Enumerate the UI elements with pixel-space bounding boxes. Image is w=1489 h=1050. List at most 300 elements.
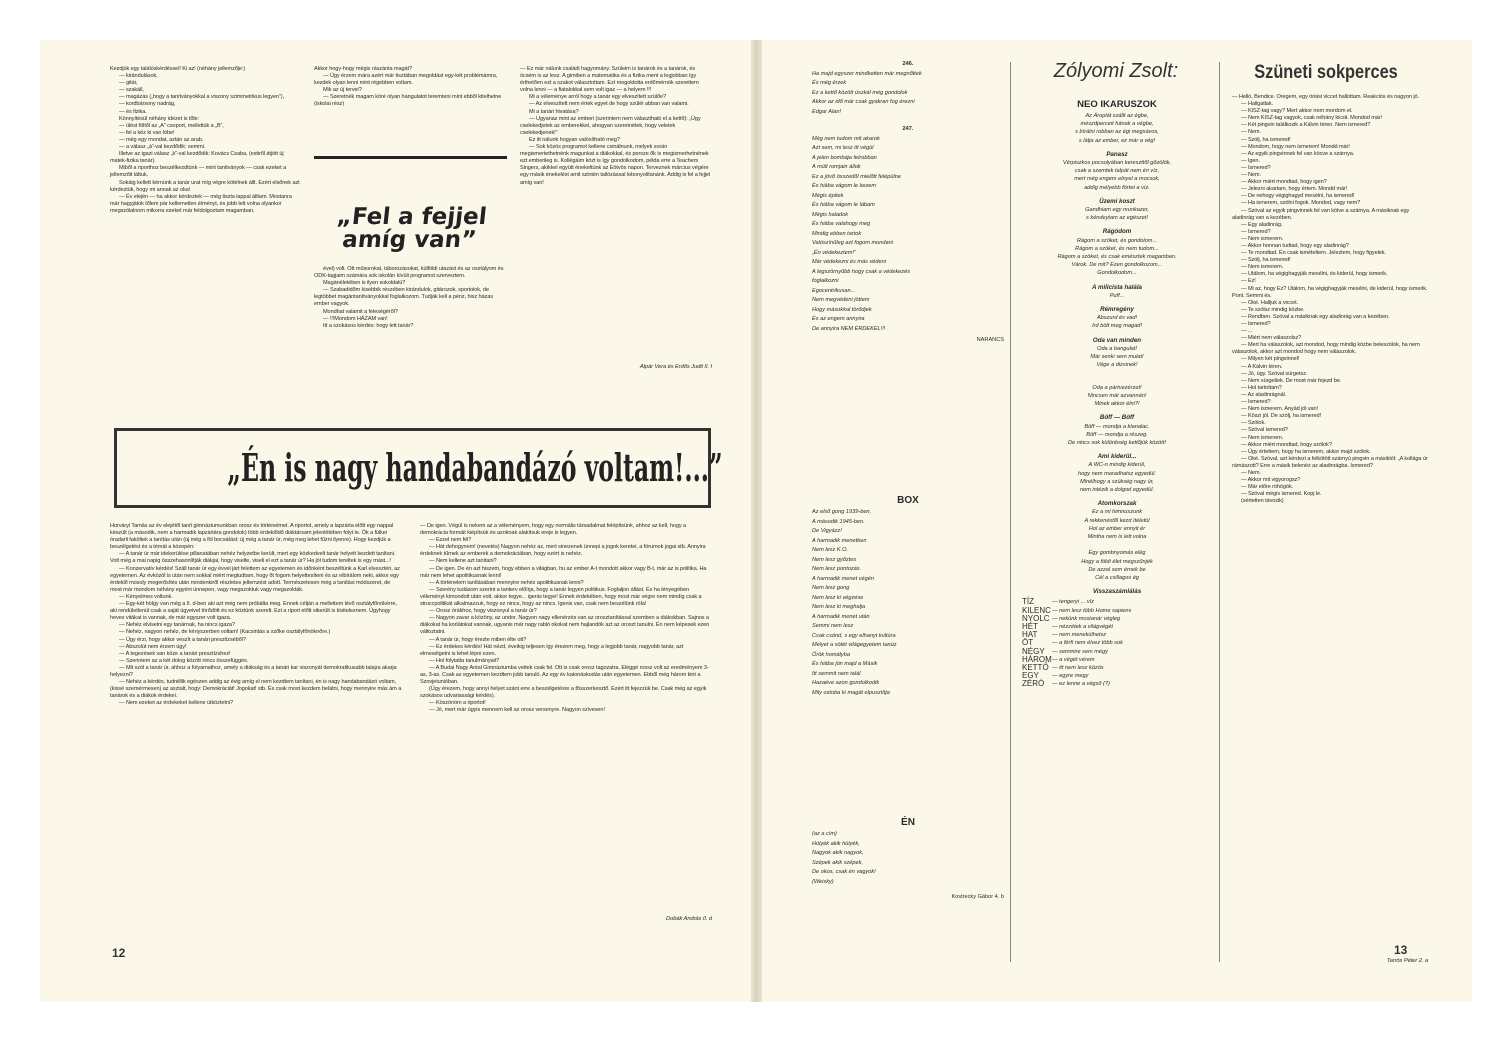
- countdown-list: [1022, 598, 1212, 688]
- paragraph: — Az elveszített nem értek egyet de hogy szüléi abban van valami.: [529, 101, 689, 108]
- poem-line: Ird bölt meg magad!: [1092, 323, 1142, 330]
- countdown-text: — semmire sem mégy: [1052, 648, 1108, 655]
- poem-line: Mégis haladok: [812, 211, 849, 218]
- paragraph: — kordbársony nadrág,: [119, 101, 176, 108]
- poem-section-body: [1022, 314, 1212, 330]
- poem-line: Rágom a szöket, és csak emésztek magamban.: [1057, 254, 1177, 261]
- en-poem: [812, 816, 1004, 966]
- poem-line: Mindig ebben tartok: [812, 230, 862, 237]
- poem-line: A harmadik menet végén: [812, 575, 874, 582]
- paragraph: — Már előre röhögök.: [1241, 484, 1294, 491]
- paragraph: (sértetten távozik): [1241, 498, 1284, 505]
- poem-line: Egocentrikusan...: [812, 287, 856, 294]
- paragraph: — ülést föltől az „A” csoport, mellettük a „B”,: [119, 122, 224, 129]
- article1-col3: [520, 66, 712, 372]
- paragraph: — Egy-két hölgy van még a II. d-ben aki azt még nem próbálta meg. Ennek célján a mellettem lévő osztályfőnökérre, aki rendületlenül csak a saját ügyeivel törődött és ez köztünk szerelt. Ezt a riport előtt sikerült is kiviteleznem. Úgyhogy heves vitákat is vannak, de már egyszer volt igaza.: [110, 601, 397, 622]
- box-poem: [812, 494, 1004, 814]
- poem-246: [812, 70, 1004, 118]
- paragraph: — Konzervatív kérdés! Száll tanár úr egy évvel járt felettem az egyetemen és időnként beszéltünk a Karl elvesztén, az egyetemen. Az évközöl is után nem sokkal miért megtudtam, hogy őt fogom helyettesíteni és az elbírálom neki, akkor egy érdeklő mosoly megerősítés után mindenkiről részletes jellemzést adott. Természetesen még a tanítási módszeret, de most már mondom néhány egyéni ünnepen, vagy megszoktuk vagy megszokták.: [110, 565, 400, 593]
- paragraph: — Hol tartottam?: [1241, 384, 1282, 391]
- poem-section-body: [1022, 384, 1212, 409]
- poem-line: Edgar Alan!: [812, 108, 842, 115]
- countdown-number: HÁROM: [1022, 654, 1052, 664]
- paragraph: — Szabadidőm kisebbik részében kirándulok, gitározok, sportolok, de legtöbbet magántanítványokkal foglalkozom. Tudják kell a pénz, hisz házas ember vagyok.: [314, 287, 493, 308]
- paragraph: Mik az új tervei?: [323, 87, 362, 94]
- poem-line: És hiába jön majd a Másik: [812, 661, 878, 667]
- column-rule-1: [1010, 62, 1011, 962]
- poem-247-title: 247.: [902, 126, 914, 132]
- paragraph: — Úgy értettem, hogy ha ismerem, akkor majd szólok.: [1241, 448, 1371, 455]
- paragraph: Itt a szokásos kérdés: hogy lett tanár?: [323, 322, 414, 329]
- article2-col1: [110, 523, 402, 927]
- article2-signature: Dobák András II. d: [666, 916, 712, 922]
- poem-line: Nincsen már azvannán!: [1087, 392, 1147, 399]
- paragraph: — Abszolút nem érzem úgy!: [119, 643, 187, 650]
- paragraph: — Nem ezeket az érdekeket kellene ütköztetni?: [119, 700, 233, 707]
- poem-section-title: Böff — Böff: [1099, 414, 1135, 422]
- paragraph: — Nem.: [1241, 129, 1261, 136]
- countdown-text: — nem menekülhetsz: [1052, 632, 1107, 639]
- poem-line: Nagyok akik nagyok,: [812, 850, 864, 856]
- poem-line: Vérpiszkos pocsolyában kereszttől gőzölök,: [1062, 160, 1172, 167]
- paragraph: — Ismered?: [1241, 321, 1271, 327]
- poem-line: Hogy a földi élet megszűnjék: [1081, 558, 1153, 565]
- paragraph: — Úgy érzi, hogy akkor veszít a tanári presztízséből?: [119, 636, 246, 643]
- poem-line: Még nem tudom mit akarok: [812, 135, 880, 142]
- poem-line: Nem lesz ki meghalja: [812, 604, 866, 610]
- countdown-text: — nekünk mostanár végleg: [1052, 615, 1121, 622]
- paragraph: — Szólok.: [1241, 420, 1266, 427]
- poem-line: s bírálni robban az égi megsávos,: [1075, 129, 1159, 136]
- paragraph: — Te szólsz mindig közbe.: [1241, 306, 1305, 313]
- countdown-row: [1022, 672, 1212, 680]
- poem-line: Mintha nem is lett volna: [1087, 533, 1147, 540]
- countdown-text: — nem lesz több Home sapiens: [1052, 607, 1132, 614]
- poem-section-body: [1022, 423, 1212, 448]
- poem-line: Az első gong 1939-ben,: [812, 509, 872, 515]
- paragraph: — Nem kellene azt tanítani?: [429, 558, 497, 565]
- poem-line: És hiába vágom le lábam: [812, 202, 875, 208]
- paragraph: — Szeretnék magam köré olyan hangulatot teremteni mint ebből kitelhetne (iskolai rész): [314, 94, 502, 108]
- poem-line: csak a szemtek talpát nem éri víz,: [1074, 168, 1160, 175]
- paragraph: — Köszönöm a riportot!: [429, 700, 486, 707]
- poem-line: Egy gombnyomás elég: [1088, 550, 1146, 557]
- paragraph: — Nagyon zavar a közöny, az undor. Nagyon nagy ellenérzés van az orosztanítással szemben a diákokban. Sajnos a diákokat ha korlátokat vannak, ugyanis már nagy rabló okokat nem hajlandók azt az oroszt tanulni. Én nem képesek ezen változtatni.: [420, 615, 710, 636]
- paragraph: — Nem.: [1241, 172, 1261, 179]
- paragraph: — Ugyanaz mint az emberi (szerintem nem választható el a kettő): „Úgy cselekedjetek az emberekkel, ahogyan szeretnétek, hogy veletek cselekedjenek!”: [520, 115, 701, 136]
- paragraph: — Úgy érzem mára azért már tisztában megoldást egy-két problémámra, kezdek olyan lenni mint régebben voltam.: [314, 73, 498, 87]
- poem-line: (Weisky): [812, 878, 834, 885]
- poem-line: De annyira NEM ÉRDEKEL!!!: [812, 325, 886, 332]
- paragraph: — a válasz „á”-val kezdődik: semmi.: [119, 144, 206, 151]
- poem-line: mert még engem elnyel a mocsok,: [1074, 176, 1160, 183]
- poem-section-body: [1022, 461, 1212, 494]
- paragraph: — Nem.: [1241, 469, 1261, 476]
- poem-line: A második 1945-ben.: [812, 518, 865, 525]
- article1-col2a: [314, 66, 507, 154]
- zolyomi-sections: [1022, 151, 1212, 597]
- naranc-signature: NARANCS: [976, 337, 1004, 343]
- article2-headline: „Én is nagy handabandázó voltam!...”: [227, 445, 723, 490]
- poem-line: Rágom a szöket, és nem tudom...: [1075, 245, 1159, 252]
- poem-line: És az engem annyira: [812, 316, 865, 322]
- poem-line: Gondolkodom...: [1097, 270, 1137, 277]
- paragraph: — Kényelmes voltunk.: [119, 593, 173, 600]
- poem-line: Nem lesz győztes: [812, 556, 857, 563]
- poem-line: Csak csönd, s egy elhanyt kultúra: [812, 632, 896, 639]
- szuneti-signature: Tarrós Péter 2. a: [1386, 958, 1428, 964]
- poem-line: Nem lesz pontozás.: [812, 566, 862, 572]
- article1-col2b: [314, 266, 507, 406]
- poem-line: A legszörnyűbb hogy csak a védekezés: [812, 268, 911, 275]
- paragraph: — Nem ismerem.: [1241, 264, 1284, 271]
- paragraph: — Hol folytatta tanulmányait?: [429, 657, 500, 664]
- poem-line: Nem lesz gong: [812, 585, 850, 591]
- poem-section-title: Rémregény: [1100, 306, 1134, 314]
- paragraph: — Helló, Bendice. Öregem, egy óriási viccet hallottam. Reakciós és nagyon jó.: [1232, 94, 1419, 100]
- countdown-text: — tengeryi ... víz: [1052, 599, 1094, 606]
- paragraph: Horváryi Tamás az év elejétől tanít gimnáziumunkban orosz és történelmet. A riportot, amely a lapzárta előtt egy nappal készült (a második, nem a harmadik lapzártára gondolok) több érdeklődő diáktársam jelenlétében folyt le. Ők a fülkei óradarli faköltek a tanítás után (új még a föl bocsátást: új még a tanár úr, még meg lehet fűzni ilyenre). Hogy kezdjük a beszélgetést és a témát a közepén:: [110, 523, 394, 551]
- paragraph: — Orosz órákhoz, hogy viszonyul a tanár úr?: [429, 608, 537, 615]
- paragraph: — Oké. Szóval, azt kérdezi a felkötött szárnyú pingvin a másiktól: „A kollága úr rámászott? Erre a másik belenéz az aladinrágba. Ismered?: [1232, 455, 1428, 469]
- poem-line: Puff...: [1109, 292, 1125, 299]
- page-number-left: 12: [112, 946, 126, 960]
- paragraph: — Szólj, ha ismered!: [1241, 257, 1291, 264]
- countdown-row: [1022, 656, 1212, 664]
- poem-line: „Én védekeztem!”: [812, 249, 856, 256]
- paragraph: Illetve az igazi válasz „k”-val kezdődik: Kovács Csaba, (estiről átjött új matek-fizika tanár).: [110, 151, 284, 165]
- paragraph: — Milyen két pingvinnel!: [1241, 356, 1300, 363]
- countdown-row: [1022, 615, 1212, 623]
- box-lines: [812, 508, 1004, 698]
- countdown-number: HÉT: [1022, 621, 1038, 631]
- poem-line: Ez a kettő között úszkál még gondolok: [812, 89, 908, 96]
- countdown-number: HAT: [1022, 630, 1038, 640]
- poem-line: Oda a bangulat!: [1097, 345, 1137, 352]
- paragraph: (Úgy érezem, hogy annyi helyet szánt erre a beszélgetésre a fősszerkesztő. Ezért itt fejezzük be. Csak még az egyik szokásos udvariassági kérdés).: [420, 686, 707, 700]
- paragraph: — Két pingvin találkozik a Kálvin téren. Nem ismered?: [1241, 122, 1371, 129]
- poem-line: És hiába vágom le kezem: [812, 183, 877, 189]
- paragraph: Akkor hogy-hogy mégis rászánta magát?: [314, 66, 412, 72]
- poem-line: foglalkozni: [812, 278, 839, 284]
- poem-line: s látja az ember, ez már a vég!: [1078, 137, 1156, 144]
- countdown-number: KETTŐ: [1022, 662, 1049, 672]
- poem-line: s kéndeytam az egészet!: [1086, 215, 1148, 222]
- poem-line: mészdperceit futnak a végbe,: [1080, 121, 1154, 128]
- paragraph: Magánéletében is ilyen sokoldalú?: [323, 280, 406, 287]
- poem-line: Cél a csillagos ég: [1095, 574, 1139, 581]
- paragraph: — szakáll,: [119, 87, 144, 94]
- countdown-number: TÍZ: [1022, 597, 1034, 607]
- paragraph: — Akkor miért mondtad, hogy szólok?: [1241, 441, 1332, 448]
- box-title: BOX: [897, 495, 919, 506]
- paragraph: — Nem KISZ-tag vagyok, csak néhány kicsit. Mondod már!: [1241, 115, 1383, 122]
- paragraph: — Sok közös programot kellene csinálnunk, melyek során megismertethetnénk magunkat a diákokkal, és persze ők is megismerhetnének ezt emberileg is. Kollégáim közt is így gondolkodom, példa erre a Teachers Singers, akikkel együtt énekeltünk az Eötvös napon. Terveznek március végére egy másik énekelést amit szintén tallózással lebonyolítanánk. Addig is fel a fejjel amíg van!: [520, 144, 711, 186]
- zolyomi-poems: [1022, 98, 1212, 978]
- poem-246-title: 246.: [902, 61, 914, 67]
- poem-line: A harmadik menetben: [812, 537, 867, 544]
- szuneti-dialogue: [1232, 94, 1428, 956]
- poem-line: Hogy másokkal törődjek: [812, 306, 872, 313]
- paragraph: — Igen.: [1241, 157, 1260, 164]
- countdown-row: [1022, 639, 1212, 647]
- paragraph: — !!!Mondom HÁZAM van!: [323, 315, 388, 322]
- paragraph: — Ha ismerem, szólni fogok. Mondod, vagy nem?: [1241, 200, 1361, 207]
- poem-line: Böff — mondja a részeg.: [1086, 431, 1148, 438]
- paragraph: — Szerény tudásom szerint a tanterv előírja, hogy a tanár legyen politikus. Foglaljon állást. És ha lényegében véleményt kimondott után volt, akkor tegye... igenis tegye! Ennek érdekében, hogy most már végre nem mindig csak a struccpolitikát alkalmazzuk, hogy ez nincs, hogy az nincs. Igenis van, csak nem beszélünk róla!: [420, 586, 702, 608]
- countdown-row: [1022, 664, 1212, 672]
- poem-line: Szépek akik szépek,: [812, 859, 863, 866]
- poem-line: De Vigyázz!: [812, 528, 842, 534]
- poem-247: [812, 135, 1004, 335]
- paragraph: — Ez érdekes kérdés! Hát nézd, éveikig teljesen így érezem meg, hogy a legjobb tanár, nagyobb tanár, azt elmesélgetni is lehet lépni ezen.: [420, 643, 684, 657]
- paragraph: — Nem sürgetlek. De most már fejezd be.: [1241, 377, 1342, 384]
- poem-line: Minélhogy a szükség nagy úr,: [1080, 478, 1154, 485]
- paragraph: — Jó, úgy. Szóval sürgetsz.: [1241, 370, 1308, 377]
- paragraph: — Nehéz elviselni egy tanárnak, ha nincs igaza?: [119, 622, 235, 629]
- poem-line: Örök homályba: [812, 651, 850, 658]
- poem-line: Már senki sem mulat!: [1090, 354, 1144, 361]
- article2-col2: [420, 523, 712, 883]
- countdown-text: — nézzétek a világvégét: [1052, 623, 1113, 630]
- paragraph: ével) volt. Ott műsorokat, táborozásokat, külföldi utazást és az osztályom és ODK-tagjaim számára sok iskolán kívüli programot szerveztem.: [314, 266, 504, 280]
- en-signature: Kostrecky Gábor 4. b: [951, 894, 1004, 900]
- paragraph: — Miért nem válaszolsz?: [1241, 335, 1302, 342]
- poem-line: Semmi nem lesz: [812, 623, 854, 629]
- poem-line: Böff — mondja a klanalac.: [1084, 423, 1150, 430]
- poem-line: Nem lesz K.O.: [812, 547, 849, 553]
- paragraph: — Köszi jól. De szólj, ha ismered!: [1241, 413, 1321, 420]
- paragraph: — Utálom, ha végighagyják mesélni, és kiderül, hogy ismerik.: [1241, 271, 1388, 278]
- paragraph: — Ismered?: [1241, 228, 1271, 235]
- poem-line: A múlt romjain állok: [812, 164, 861, 170]
- paragraph: — A történelem tanításában mennyire nehéz apolitikusnak lenni?: [429, 579, 584, 586]
- poem-line: nem intézik a dolgod egyedül.: [1079, 486, 1154, 493]
- article1-signature: Alpár Vera és Erdős Judit II. f: [639, 364, 712, 370]
- paragraph: — A tanár úr, hogy érezte miben élte ott?: [429, 636, 527, 643]
- left-page: [40, 40, 751, 1002]
- countdown-number: NÉGY: [1022, 646, 1045, 656]
- paragraph: — A Kálvin téren.: [1241, 363, 1283, 370]
- poem-line: De azzal sem érnek be: [1088, 566, 1146, 573]
- paragraph: — Ez!: [1241, 278, 1256, 285]
- paragraph: — Szóval az egyik pingvinnek fel van kötve a szárnya. A másiknak egy aladinrág van a kezében.: [1232, 207, 1410, 221]
- poem-section-title: Visszaszámlálás: [1092, 588, 1142, 596]
- poem-section-title: Üzemi koszt: [1099, 197, 1135, 205]
- poem-line: És hiába valahogy meg: [812, 221, 871, 227]
- poem-line: És még érzek: [812, 80, 847, 86]
- paragraph: Sokáig kellett kérnünk a tanár urat míg végre kötélnek állt. Ezért elsőnek azt kérdeztük, hogy mi annak az oka!: [110, 179, 300, 193]
- paragraph: — fel a kéz ki van lóbe!: [119, 129, 175, 136]
- paragraph: — gitár,: [119, 80, 138, 87]
- poem-line: Mégis épitek: [812, 192, 844, 199]
- countdown-number: KILENC: [1022, 605, 1051, 615]
- naranc-poems: [812, 60, 1004, 480]
- zolyomi-author: Zólyomi Zsolt:: [1053, 60, 1179, 82]
- paragraph: — Egy aladinrág.: [1241, 221, 1283, 228]
- article1-col1: [110, 66, 300, 406]
- poem-line: Hazaéve azon gondolkodik: [812, 680, 880, 686]
- paragraph: — Akkor honnan tudtad, hogy egy aladinrág?: [1241, 242, 1349, 249]
- poem-section-title: A milicista halála: [1092, 283, 1142, 291]
- poem-line: Nem megvédeni jöttem: [812, 297, 870, 303]
- headline-rule: [314, 156, 507, 159]
- paragraph: — Szóval mégis ismered. Kopj le.: [1241, 491, 1322, 498]
- paragraph: — Ez már nálunk családi hagyomány. Szüleim is tanárok és a tanárok, és öcsém is az lesz. A gimiben a matematika és a fizika ment a legjobban így érthetően ezt a szakot választottam. Ezt megoldotta erdőmérnök szerettem volna lenni — a fiatalokkal sem volt igaz — a helyem !!!: [520, 66, 699, 94]
- poem-line: A WC-n mindig kiderül,: [1088, 462, 1146, 469]
- countdown-text: — itt nem lesz közös: [1052, 664, 1104, 671]
- paragraph: — Ismered?: [1241, 164, 1271, 171]
- paragraph: — Szerintem az a két dolog között nincs összefüggés.: [119, 657, 249, 664]
- paragraph: — Mondom, hogy nem ismerem! Mondd már!: [1241, 143, 1350, 150]
- poem-line: Várok. De mit? Ezen gondolkozom...: [1071, 262, 1163, 269]
- paragraph: — Hallgatlak.: [1241, 101, 1273, 108]
- neo-ikaruszok-title: NEO IKARUSZOK: [1077, 99, 1157, 110]
- poem-line: Itt semmit nem talál: [812, 670, 861, 677]
- paragraph: — Ismered?: [1241, 399, 1271, 406]
- paragraph: — KISZ-tag vagy? Mert akkor nem mordom el.: [1241, 108, 1353, 115]
- paragraph: — De nehogy végighagyd mesélni, ha ismered!: [1241, 193, 1355, 200]
- poem-line: Azt sem, mi lesz itt végül: [812, 145, 874, 151]
- paragraph: — Szólj, ha ismered!: [1241, 136, 1291, 143]
- paragraph: — De igen. De én azt hiszem, hogy ebben a világban, hu az ember A-t mondott akkor vagy B-t, már az is politika. Ha már nem lehet apolitikusnak lenni!: [420, 565, 707, 579]
- poem-line: Ez a jövő összedől mielőtt felépülne: [812, 173, 901, 180]
- countdown-row: [1022, 680, 1212, 688]
- page-number-right: 13: [1394, 943, 1408, 957]
- countdown-text: — a végét vérem: [1052, 656, 1095, 663]
- countdown-row: [1022, 607, 1212, 615]
- book-gutter: [751, 40, 762, 1002]
- poem-section-body: [1022, 508, 1212, 582]
- paragraph: — Akkor mit vigyorogsz?: [1241, 477, 1301, 484]
- poem-line: Nem lesz ki végzése: [812, 594, 864, 601]
- poem-section-title: Panasz: [1106, 150, 1128, 158]
- paragraph: — A tegezések van köze a tanári presztízshez!: [119, 650, 231, 657]
- neo-intro: [1022, 112, 1212, 145]
- paragraph: — Nem ismerem.: [1241, 235, 1284, 242]
- poem-section-title: Oda van minden: [1092, 336, 1142, 344]
- paragraph: — Jó, mert már úgyis mennem kell az orosz versenyre. Nagyon szívesen!: [429, 707, 605, 714]
- poem-line: Már védekezni és más védeni: [812, 259, 886, 265]
- paragraph: Ez itt nálunk hogyan valósítható meg?: [529, 136, 620, 143]
- paragraph: — Szóval ismered?: [1241, 427, 1288, 434]
- poem-line: Minek akkor élni?!: [1094, 401, 1140, 408]
- countdown-number: ZÉRÓ: [1022, 679, 1045, 689]
- poem-line: Vége a dizsinek!: [1096, 362, 1138, 369]
- paragraph: — Nehéz, nagyon nehéz, de kényszerben voltam! (Kacsintás a szőke osztályfőnöknőre.): [119, 629, 331, 636]
- poem-line: Ha majd egyszer mindketten már megnőttek: [812, 70, 922, 77]
- poem-line: Gandhiam egy munkazer,: [1085, 207, 1149, 214]
- poem-line: hogy nem maradhatsz egyedül.: [1077, 470, 1157, 477]
- paragraph: — Nem ismerem. Anyád jól van!: [1241, 406, 1318, 413]
- paragraph: — Nehéz a kérdés, tudniillik egészen addig az évig amíg el nem kezdtem tanítani, én is nagy handabandázó voltam, (kissé szemérmesen) az asztalt, hogy: Demokráciát! Jogokat! stb. És csak most kezdem belátni, hogy mennyire más ám a tanárok és a diákok érdekei.: [110, 679, 402, 700]
- poem-section-body: [1022, 159, 1212, 192]
- paragraph: — kirándulások,: [119, 73, 158, 80]
- poem-section-body: [1022, 292, 1212, 300]
- en-lines: [812, 830, 1004, 887]
- paragraph: — De igen. Végül is nekem az a véleményem, hogy egy normális társadalmat felépítsünk, ahhoz az kell, hogy a demokrácia formáit kiépítsük és azoknak alakítsuk ereje is legyen.: [420, 523, 687, 537]
- paragraph: Mi a véleménye arról hogy a tanár egy elveszített szülőe?: [529, 94, 667, 101]
- paragraph: — és fizika.: [119, 108, 147, 115]
- paragraph: Könnyítésül néhány idézet is tőle:: [119, 115, 199, 122]
- paragraph: — Te mondtad. Én csak ismételtem. Jeleztem, hogy figyelek.: [1241, 250, 1386, 257]
- poem-line: Az Ároplát szállt az égbe,: [1085, 113, 1149, 119]
- paragraph: — Hát dehogynem! (nevetés) Nagyon nehéz az, mert sinezenek ünnepi a jogok keretei, a fórumok jogai stb. Annyira érdeknek tűrnek az emberek a demokráciában, hogy ezért is nehéz.: [420, 544, 706, 558]
- poem-section-title: [1022, 375, 1212, 383]
- paragraph: — Mert ha válaszolok, azt mondod, hogy mindig közbe beleszólok, ha nem válaszolok, akkor azt mondod hogy nem válaszolok.: [1232, 342, 1420, 356]
- article1-headline: „Fel a fejjel amíg van”: [335, 204, 489, 253]
- paragraph: — ...: [1241, 328, 1253, 335]
- poem-section-body: [1022, 206, 1212, 222]
- poem-section-body: [1022, 345, 1212, 370]
- paragraph: — még egy mondat, aztán az arab.: [119, 136, 204, 143]
- poem-line: A rekkenéstől kezd ítéletül: [1084, 517, 1150, 524]
- countdown-text: — ez lenne a végső (?): [1052, 681, 1110, 688]
- paragraph: — A Budai Nagy Antal Gimnáziumba vettek csak fel. Ott is csak orosz tagozatra. Eléggé rossz volt az eredményem 3-as, 3-as. Csak az egyetemen kezdtem jobb tanuló. Az egy év katonáskodás után egyetemen. Ebből még három kint a Szovjetunióban.: [420, 664, 709, 686]
- paragraph: — Jelezni akartam, hogy értem. Mondd már!: [1241, 186, 1348, 193]
- paragraph: — A tanár úr már idekerülése pillanatában nehéz helyzetbe került, mert egy közkedvelt tanár helyett kezdett tanítani. Volt még a mai napig összehasonlítják diákjai, hogy viselte, viseli el ezt a tanár úr? Ha jól tudom tereltek is egy mást...!: [110, 551, 396, 565]
- poem-line: Hol az ember ennyit ér: [1088, 525, 1146, 532]
- en-title: ÉN: [901, 817, 915, 828]
- column-rule-2: [1219, 62, 1220, 962]
- poem-section-title: Ami kiderül...: [1097, 453, 1137, 461]
- poem-line: Akkor az idő már csak gyakran fog érezni: [812, 99, 915, 105]
- countdown-text: — egyre megy: [1052, 673, 1089, 680]
- poem-line: A harmadik menet után: [812, 613, 870, 620]
- poem-line: Oda a pártvezérzet!: [1092, 384, 1142, 391]
- poem-section-body: [1022, 237, 1212, 278]
- poem-line: Melyet a sötét világegyetem tanúz: [812, 642, 897, 648]
- countdown-number: ÖT: [1022, 638, 1034, 648]
- paragraph: — Akkor miért mondtad, hogy igen?: [1241, 179, 1327, 186]
- countdown-row: [1022, 631, 1212, 639]
- countdown-row: [1022, 623, 1212, 631]
- poem-line: De okos, csak én vagyok!: [812, 869, 876, 875]
- poem-line: Hülyék akik hülyék,: [812, 840, 860, 847]
- paragraph: — Mi az, hogy Ez? Utálom, ha végighagyják mesélni, de kiderül, hogy ismerik. Pont. Semmi és.: [1232, 285, 1428, 299]
- poem-line: (az a cím): [812, 831, 837, 837]
- countdown-text: — a férfi nem élvez több sok: [1052, 640, 1123, 647]
- paragraph: — Nem ismerem.: [1241, 434, 1284, 441]
- right-page: [762, 40, 1472, 1002]
- paragraph: — Ezzel nem fél?: [429, 537, 472, 544]
- countdown-number: EGY: [1022, 671, 1039, 681]
- countdown-number: NYOLC: [1022, 613, 1050, 623]
- poem-line: [1022, 541, 1212, 549]
- paragraph: — Az egyik pingvinnek fel van köcve a szárnya.: [1241, 150, 1355, 157]
- paragraph: — magázás („hogy a tanítványokkal a viszony szimmetrikus legyen”),: [119, 94, 285, 101]
- poem-line: addig mélyebb förtet a víz.: [1084, 184, 1150, 191]
- poem-line: Ez a mi himnuszunk: [1091, 509, 1143, 516]
- paragraph: — Oké. Halljuk a viccet.: [1241, 299, 1298, 306]
- paragraph: — Év elején — ha akkor kérdeztek — még tiszta lappal álltam. Mostanra már hagyjátok tőlem pár kellemetlen élményt, és jobb lett volna olyankor megszólalnom mikorra ezeket már feldolgoztam magamban.: [110, 193, 292, 214]
- poem-line: De nincs sok különbség kettőjük között!: [1068, 439, 1166, 446]
- szuneti-title: Szüneti sokperces: [1254, 62, 1398, 83]
- poem-section-title: Rágódom: [1102, 228, 1132, 236]
- paragraph: — Rendben. Szóval a másiknak egy aladinrág van a kezében.: [1241, 313, 1390, 320]
- paragraph: — Az aladinrágnál.: [1241, 391, 1287, 398]
- paragraph: Kezdjük egy találóskérdéssel! Ki az! (néhány jellemzője:): [110, 66, 246, 72]
- paragraph: — Mit szól a tanár úr, ahhoz a folyamathoz, amely a diákság és a tanári kar viszonyát demokratikusabb talajra akarja helyezni?: [110, 664, 397, 678]
- poem-line: Abszurd és vad!: [1096, 315, 1138, 322]
- paragraph: Mondhat valamit a feleségéről?: [323, 308, 398, 315]
- poem-line: A jelen bombája felrobban: [812, 154, 877, 161]
- poem-line: Rágom a szöket, és gondolom...: [1076, 237, 1158, 244]
- poem-section-title: Atomkorszak: [1097, 500, 1137, 508]
- poem-line: Mily ostoba ki magát elpusztítja: [812, 689, 890, 696]
- paragraph: Mi a tanári hivatása?: [529, 108, 579, 115]
- poem-line: Valószínűleg azt fogom mondani: [812, 240, 893, 246]
